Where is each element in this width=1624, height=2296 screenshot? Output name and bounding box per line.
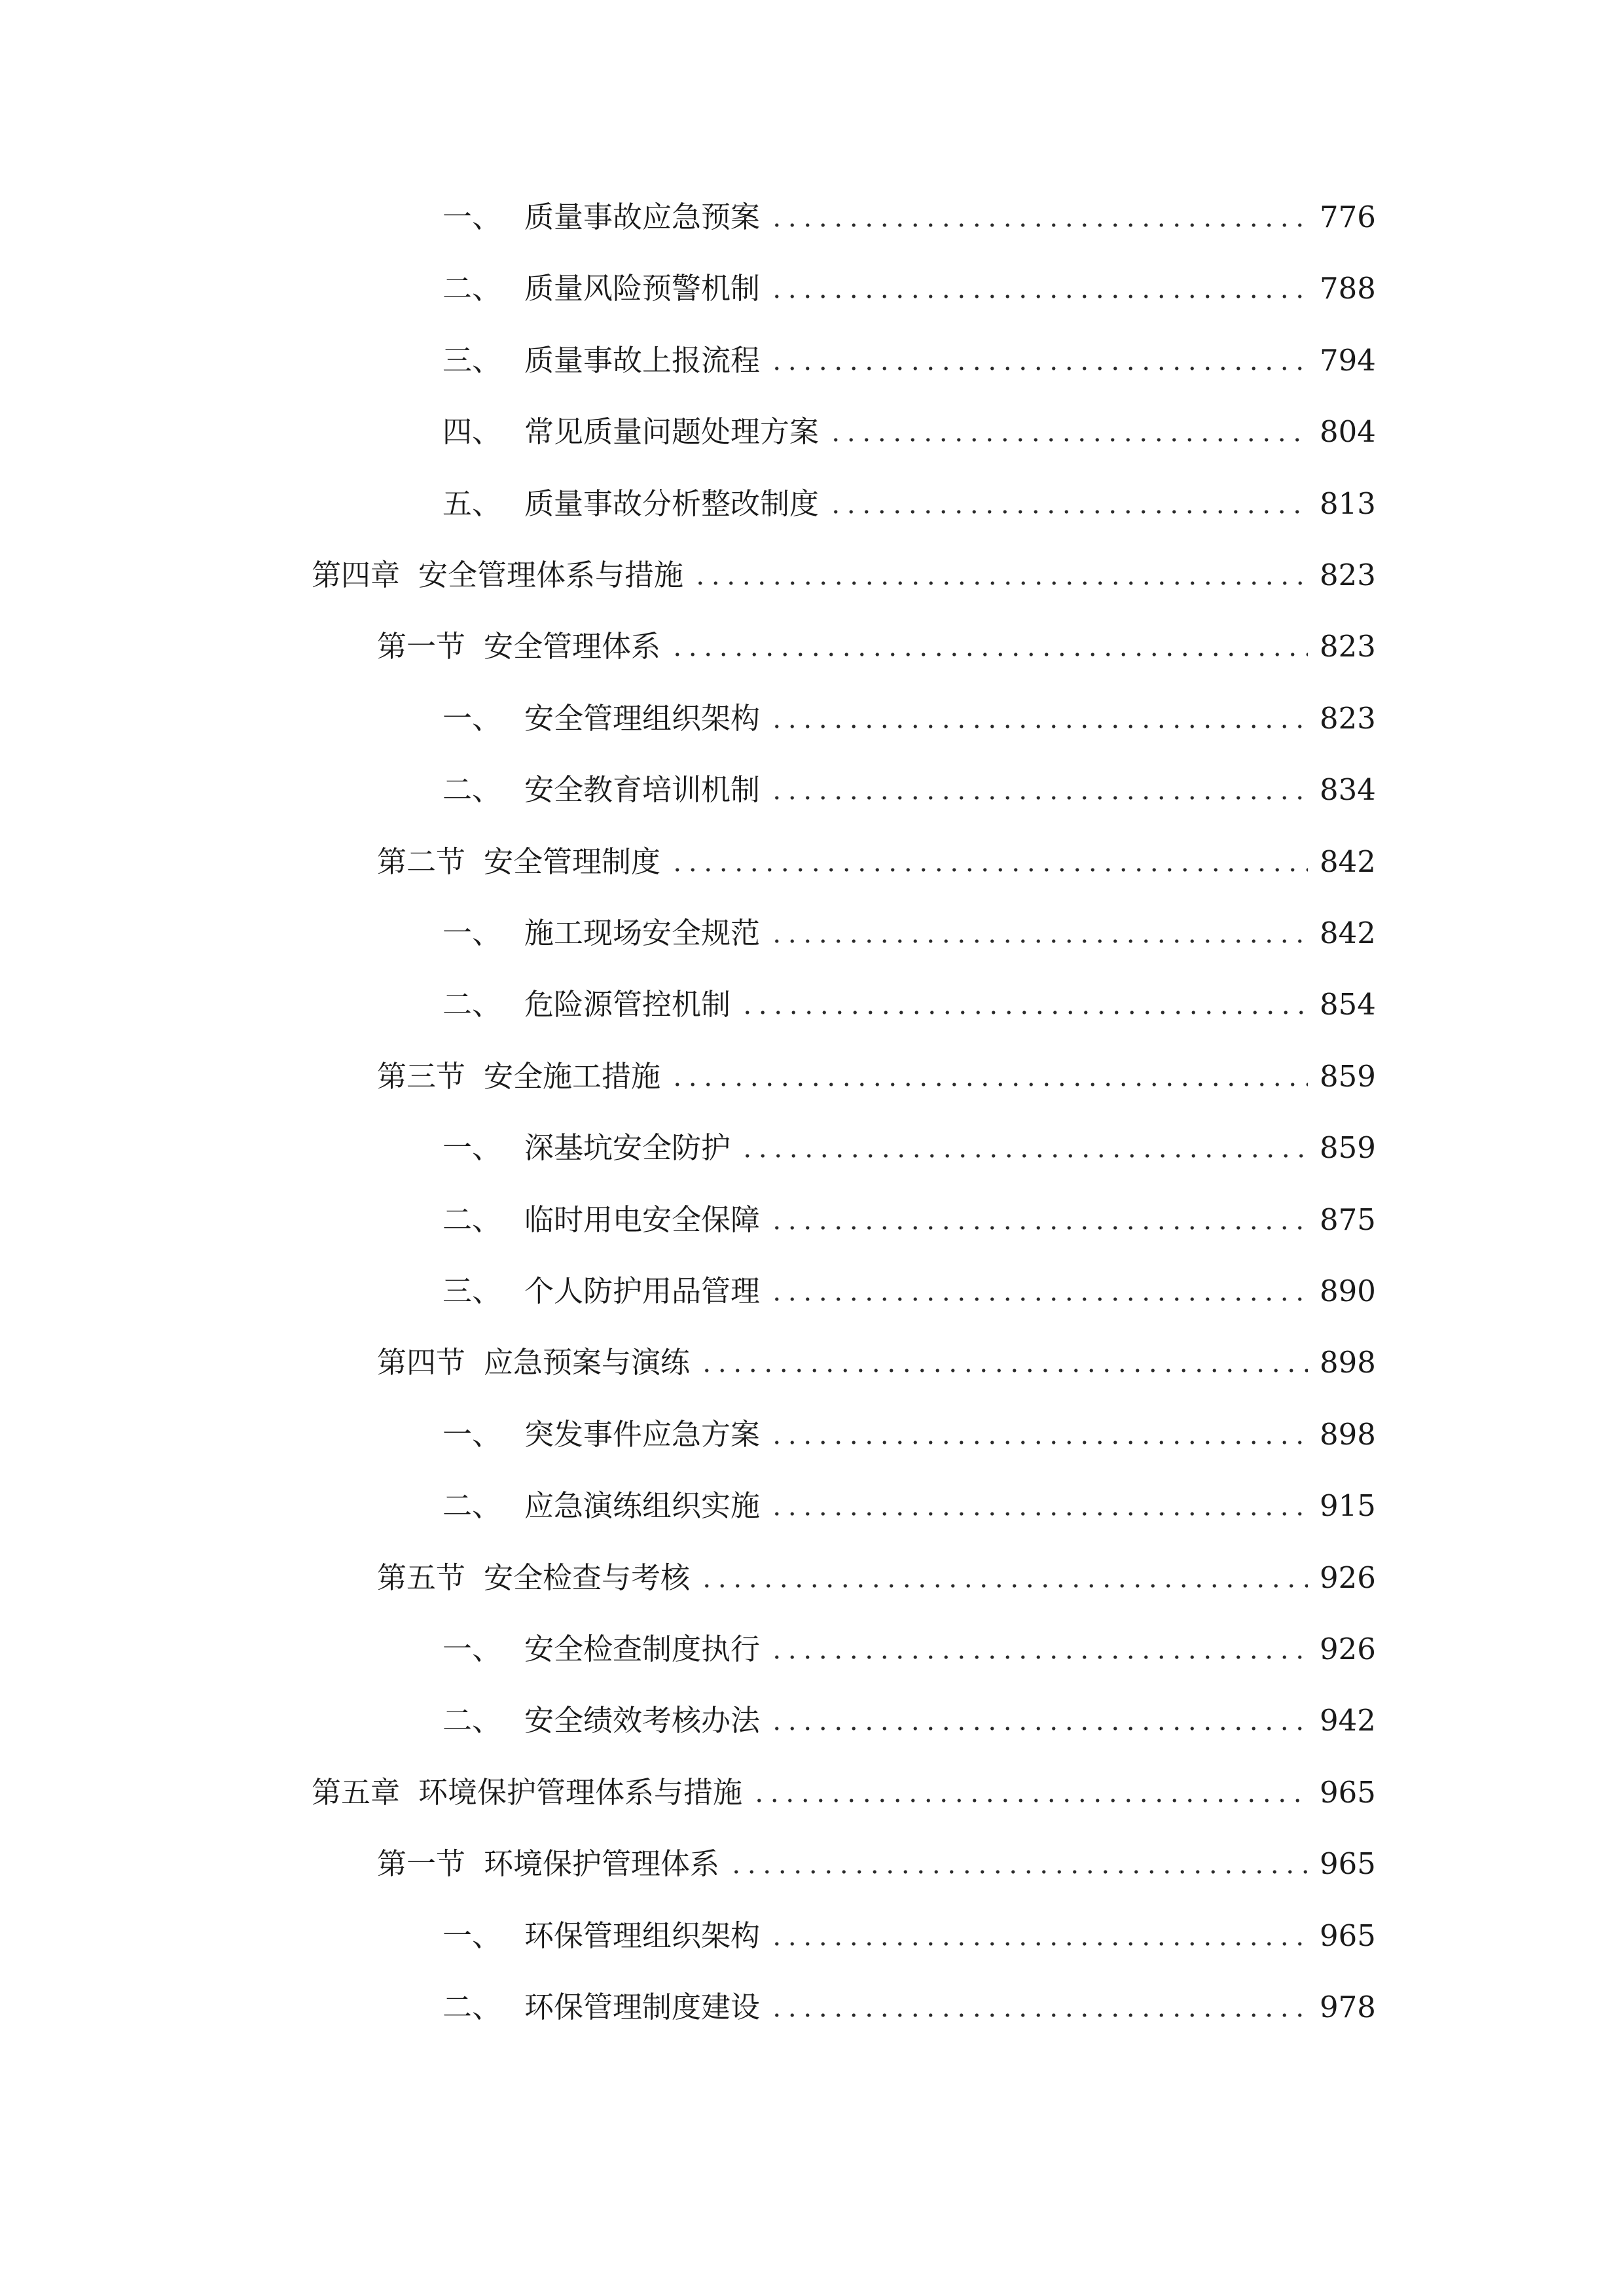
toc-entry-page-number: 842	[1320, 916, 1376, 950]
toc-entry-page-number: 834	[1320, 772, 1376, 808]
toc-entry-title: 安全管理制度	[484, 844, 661, 879]
toc-entry-number: 二、	[442, 772, 502, 808]
toc-entry-page-number: 823	[1320, 700, 1376, 736]
toc-entry[interactable]	[442, 982, 1376, 1028]
toc-entry-page-number: 978	[1320, 1990, 1376, 2024]
toc-dot-leader	[767, 1197, 1308, 1243]
toc-entry[interactable]	[377, 1841, 1376, 1887]
toc-entry[interactable]	[442, 1984, 1376, 2030]
toc-dot-leader	[767, 1412, 1308, 1458]
toc-dot-leader	[767, 696, 1308, 742]
toc-entry-page-number: 915	[1320, 1488, 1376, 1524]
toc-entry-title: 安全检查与考核	[484, 1560, 691, 1595]
toc-entry-page-number: 875	[1320, 1202, 1376, 1237]
toc-entry[interactable]	[442, 1268, 1376, 1314]
toc-entry[interactable]	[312, 552, 1376, 598]
toc-entry-number: 一、	[442, 1416, 502, 1452]
toc-entry-page-number: 926	[1320, 1560, 1376, 1595]
toc-dot-leader	[767, 767, 1308, 813]
toc-entry-page-number: 788	[1320, 271, 1376, 306]
toc-entry-title: 应急演练组织实施	[524, 1488, 761, 1524]
toc-entry-page-number: 898	[1320, 1416, 1376, 1452]
toc-entry-page-number: 823	[1320, 629, 1376, 664]
toc-entry-title: 突发事件应急方案	[524, 1416, 761, 1452]
toc-entry[interactable]	[442, 696, 1376, 742]
toc-dot-leader	[696, 1340, 1308, 1386]
toc-entry[interactable]	[442, 1125, 1376, 1171]
toc-entry-number: 二、	[442, 1488, 502, 1524]
toc-entry-number: 第三节	[377, 1058, 466, 1094]
toc-dot-leader	[749, 1770, 1308, 1816]
toc-entry-page-number: 965	[1320, 1846, 1376, 1882]
toc-entry-number: 四、	[442, 414, 502, 450]
toc-entry-page-number: 842	[1320, 844, 1376, 879]
toc-dot-leader	[737, 1125, 1308, 1171]
toc-entry-page-number: 898	[1320, 1345, 1376, 1380]
toc-dot-leader	[690, 552, 1308, 598]
toc-entry-title: 安全管理体系	[484, 629, 661, 664]
toc-entry-number: 二、	[442, 1202, 502, 1237]
toc-entry-page-number: 804	[1320, 414, 1376, 450]
toc-entry-title: 安全检查制度执行	[524, 1632, 761, 1666]
toc-entry-title: 应急预案与演练	[484, 1345, 691, 1380]
toc-entry[interactable]	[312, 1770, 1376, 1816]
toc-entry[interactable]	[377, 624, 1376, 670]
toc-entry-page-number: 965	[1320, 1774, 1376, 1810]
toc-entry-page-number: 794	[1320, 342, 1376, 378]
toc-entry-page-number: 859	[1320, 1058, 1376, 1094]
toc-entry-title: 质量事故应急预案	[524, 200, 761, 234]
toc-entry-number: 第四节	[377, 1345, 466, 1380]
toc-entry[interactable]	[442, 409, 1376, 455]
toc-entry-title: 环保管理组织架构	[524, 1918, 761, 1953]
toc-entry[interactable]	[442, 1698, 1376, 1744]
toc-entry-page-number: 859	[1320, 1130, 1376, 1166]
toc-entry-number: 一、	[442, 916, 502, 950]
toc-entry-number: 第一节	[377, 629, 466, 664]
toc-dot-leader	[767, 1984, 1308, 2030]
toc-dot-leader	[825, 409, 1308, 455]
toc-dot-leader	[767, 266, 1308, 312]
toc-entry[interactable]	[377, 839, 1376, 885]
toc-entry-title: 危险源管控机制	[524, 987, 731, 1022]
toc-entry-number: 第一节	[377, 1846, 466, 1882]
toc-entry-title: 质量事故分析整改制度	[524, 486, 820, 521]
toc-entry-title: 安全施工措施	[484, 1058, 661, 1094]
toc-entry[interactable]	[442, 767, 1376, 813]
toc-entry-page-number: 926	[1320, 1632, 1376, 1666]
toc-entry-number: 一、	[442, 1918, 502, 1953]
toc-dot-leader	[767, 338, 1308, 384]
toc-dot-leader	[767, 1913, 1308, 1959]
toc-entry-title: 常见质量问题处理方案	[524, 414, 820, 450]
toc-dot-leader	[767, 1698, 1308, 1744]
toc-dot-leader	[767, 1626, 1308, 1672]
toc-dot-leader	[726, 1841, 1308, 1887]
toc-entry-number: 一、	[442, 200, 502, 234]
toc-entry-title: 环境保护管理体系与措施	[418, 1774, 743, 1810]
toc-dot-leader	[767, 194, 1308, 240]
toc-entry-number: 第二节	[377, 844, 466, 879]
toc-entry-title: 质量风险预警机制	[524, 271, 761, 306]
toc-dot-leader	[825, 481, 1308, 527]
toc-dot-leader	[767, 1268, 1308, 1314]
toc-entry[interactable]	[442, 1913, 1376, 1959]
toc-entry-page-number: 813	[1320, 486, 1376, 521]
toc-entry-title: 质量事故上报流程	[524, 342, 761, 378]
toc-entry-number: 二、	[442, 1990, 502, 2024]
toc-entry-title: 安全管理组织架构	[524, 700, 761, 736]
toc-entry[interactable]	[442, 194, 1376, 240]
toc-entry-number: 三、	[442, 1274, 502, 1308]
toc-entry-page-number: 942	[1320, 1703, 1376, 1738]
toc-dot-leader	[667, 839, 1308, 885]
toc-entry[interactable]	[377, 1340, 1376, 1386]
toc-entry[interactable]	[377, 1054, 1376, 1100]
toc-entry[interactable]	[442, 338, 1376, 384]
toc-entry-number: 第四章	[312, 558, 401, 592]
toc-entry[interactable]	[442, 266, 1376, 312]
toc-entry-number: 五、	[442, 486, 502, 521]
toc-entry-page-number: 965	[1320, 1918, 1376, 1953]
toc-entry[interactable]	[442, 1197, 1376, 1243]
toc-entry-number: 第五章	[312, 1774, 401, 1810]
toc-entry-number: 一、	[442, 700, 502, 736]
toc-dot-leader	[767, 1483, 1308, 1529]
toc-dot-leader	[667, 624, 1308, 670]
toc-entry-title: 安全教育培训机制	[524, 772, 761, 808]
toc-entry-number: 二、	[442, 271, 502, 306]
toc-dot-leader	[667, 1054, 1308, 1100]
toc-dot-leader	[696, 1555, 1308, 1601]
toc-entry[interactable]	[442, 1483, 1376, 1529]
toc-entry-title: 环保管理制度建设	[524, 1990, 761, 2024]
toc-entry[interactable]	[442, 1626, 1376, 1672]
toc-entry-number: 一、	[442, 1632, 502, 1666]
toc-entry[interactable]	[442, 910, 1376, 956]
toc-entry[interactable]	[442, 481, 1376, 527]
toc-entry-number: 一、	[442, 1130, 502, 1166]
toc-entry[interactable]	[377, 1555, 1376, 1601]
toc-entry-title: 安全管理体系与措施	[418, 558, 684, 592]
toc-entry-page-number: 776	[1320, 200, 1376, 234]
toc-entry-number: 二、	[442, 987, 502, 1022]
toc-entry-title: 施工现场安全规范	[524, 916, 761, 950]
toc-dot-leader	[767, 910, 1308, 956]
toc-entry-title: 临时用电安全保障	[524, 1202, 761, 1237]
toc-entry-page-number: 823	[1320, 558, 1376, 592]
toc-entry-number: 第五节	[377, 1560, 466, 1595]
toc-entry-title: 环境保护管理体系	[484, 1846, 720, 1882]
toc-entry-title: 个人防护用品管理	[524, 1274, 761, 1308]
toc-entry-number: 三、	[442, 342, 502, 378]
toc-entry-number: 二、	[442, 1703, 502, 1738]
toc-entry-title: 深基坑安全防护	[524, 1130, 731, 1166]
toc-entry-page-number: 890	[1320, 1274, 1376, 1308]
toc-dot-leader	[737, 982, 1308, 1028]
toc-entry-page-number: 854	[1320, 987, 1376, 1022]
toc-entry-title: 安全绩效考核办法	[524, 1703, 761, 1738]
toc-entry[interactable]	[442, 1412, 1376, 1458]
